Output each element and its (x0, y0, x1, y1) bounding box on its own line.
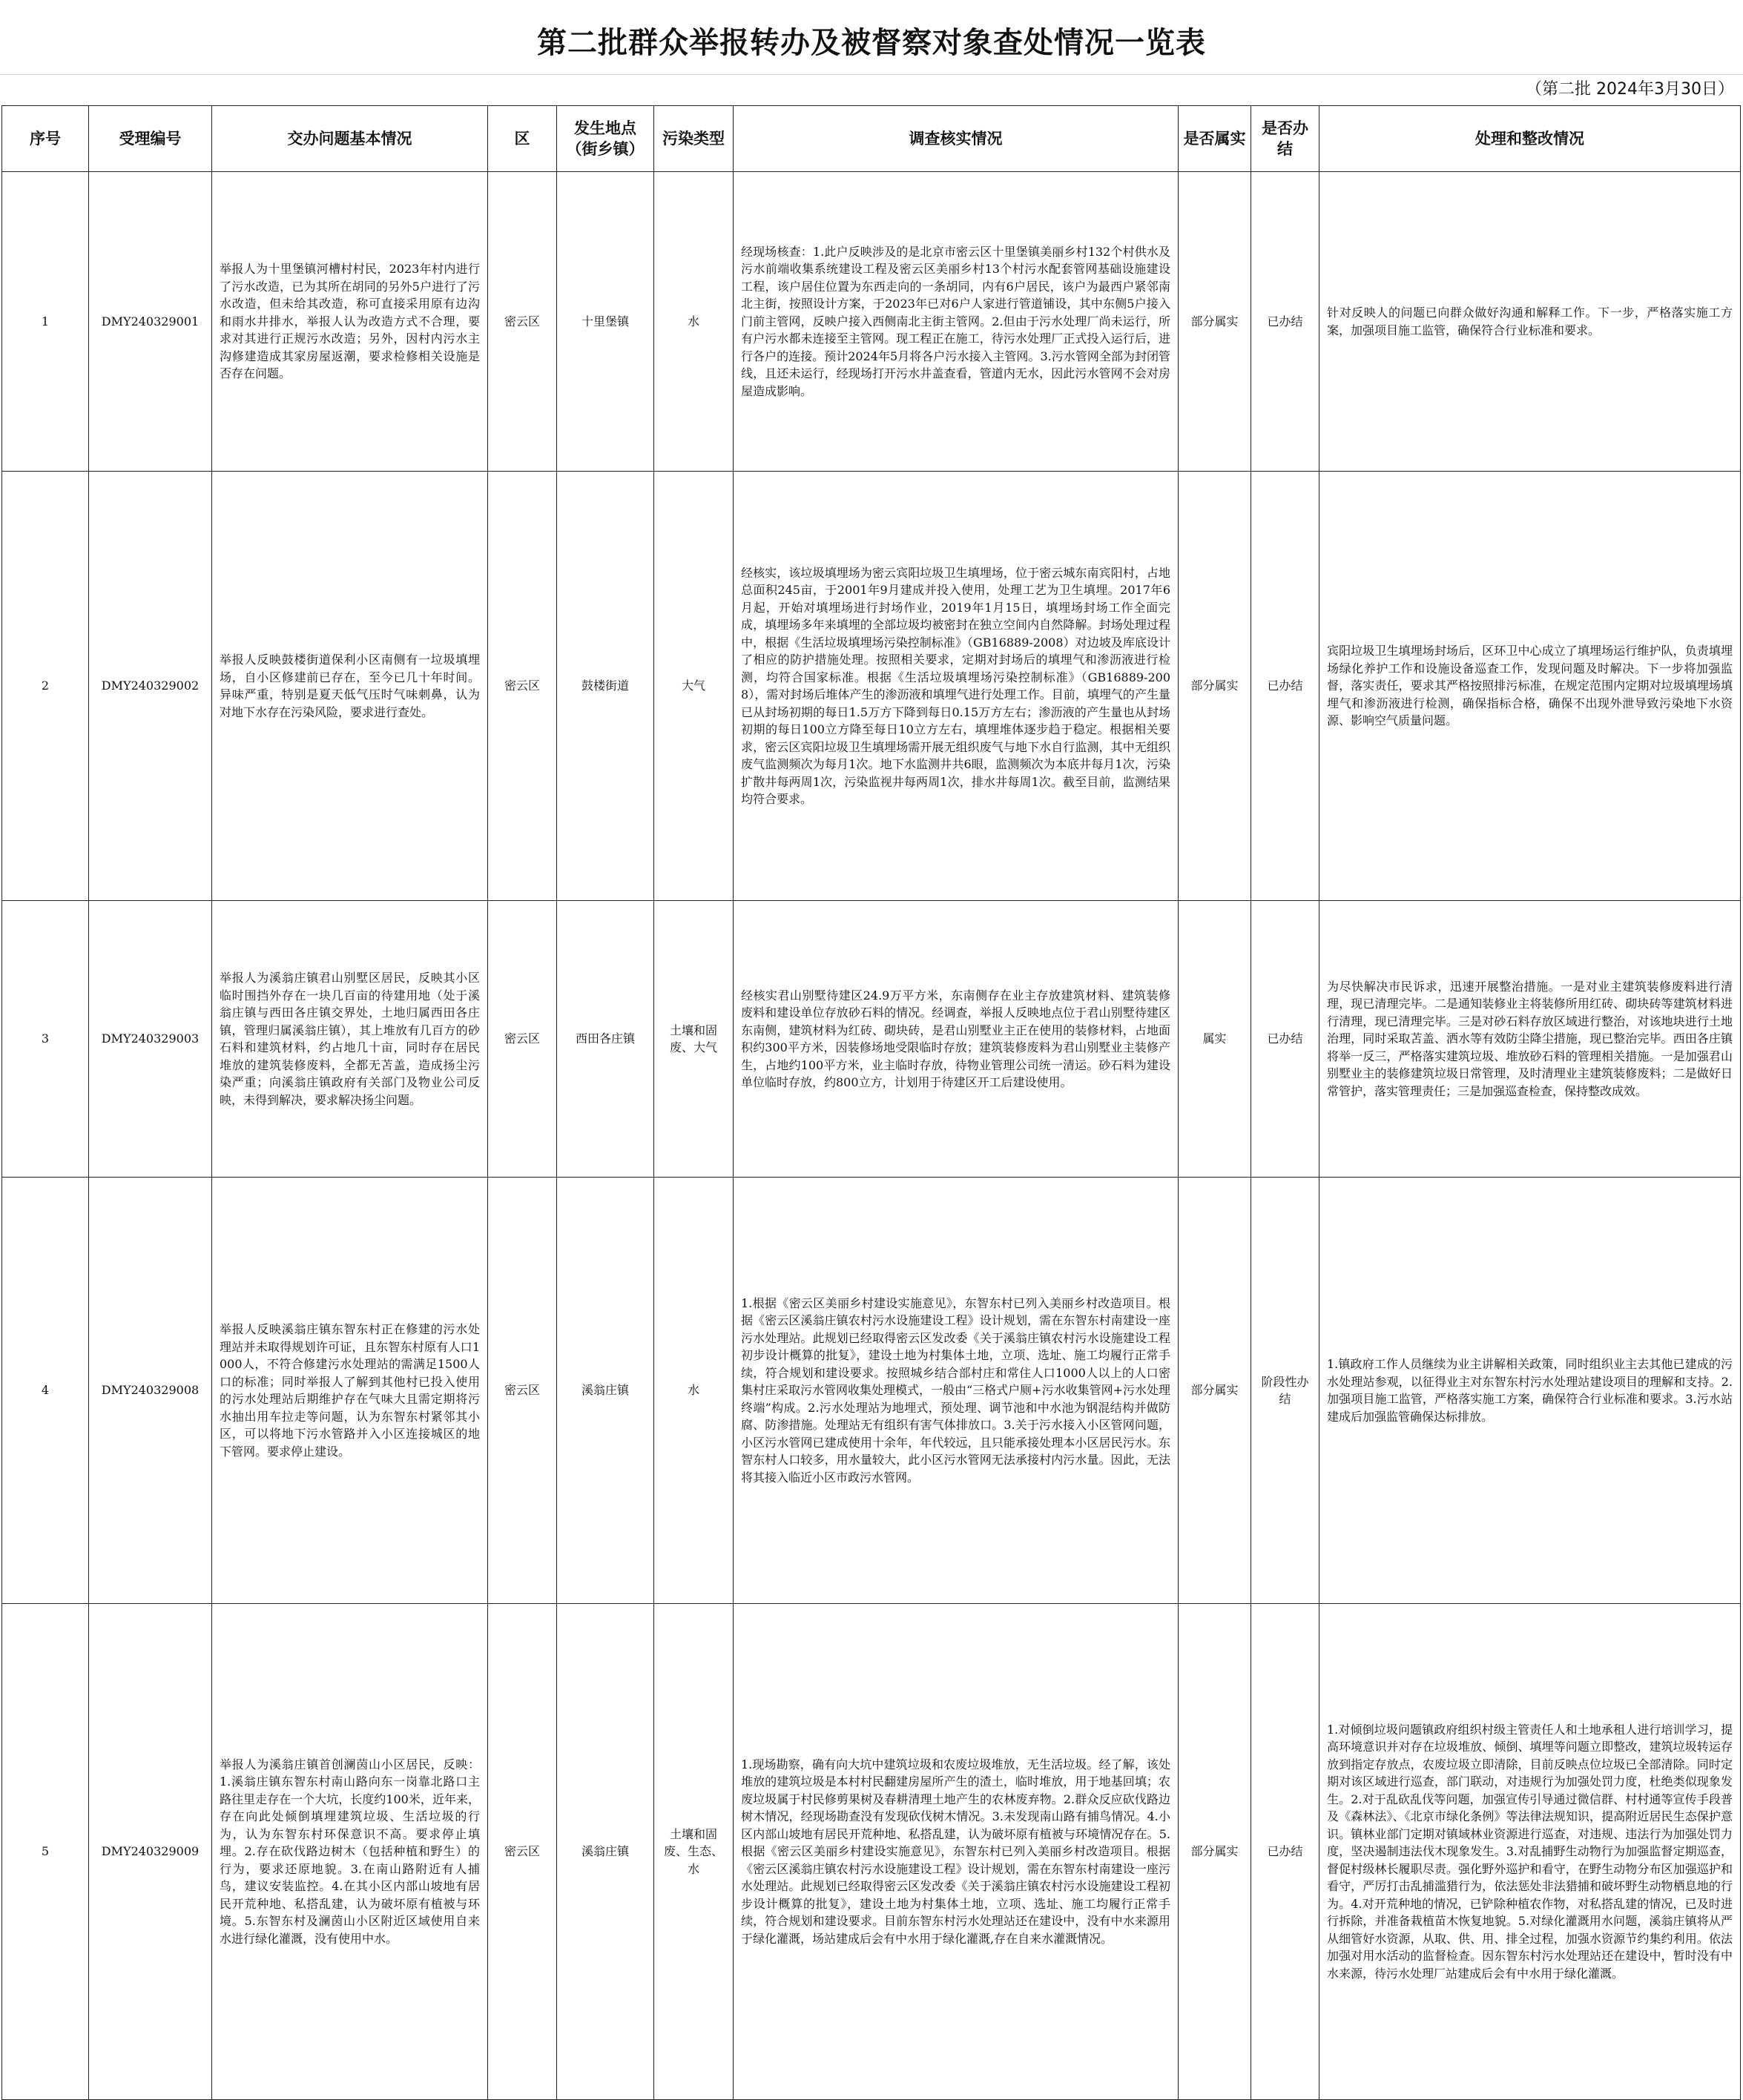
table-row (2, 1178, 1741, 1604)
row-district: 密云区 (488, 172, 557, 472)
title-divider (0, 74, 1743, 75)
row-investigation: 经现场核查：1.此户反映涉及的是北京市密云区十里堡镇美丽乡村132个村供水及污水前端收集系统建设工程及密云区美丽乡村13个村污水配套管网基础设施建设工程，该户居住位置为东西走向的一条胡同，内有6户居民，该户为最西户紧邻南北主街，按照设计方案，于2023年已对6户人家进行管道铺设，其中东侧5户接入门前主管网，反映户接入西侧南北主街主管网。2.但由于污水处理厂尚未运行，所有户污水都未连接至主管网。现工程正在施工，待污水处理厂正式投入运行后，进行各户的连接。预计2024年5月将各户污水接入主管网。3.污水管网全部为封闭管线，且还未运行，经现场打开污水井盖查看，管道内无水，因此污水管网不会对房屋造成影响。 (734, 172, 1179, 472)
row-issue: 举报人为十里堡镇河槽村村民，2023年村内进行了污水改造，已为其所在胡同的另外5户进行了污水改造，但未给其改造，称可直接采用原有边沟和雨水井排水，举报人认为改造方式不合理，要求对其进行正规污水改造；另外，因村内污水主沟修建造成其家房屋返潮，要求检修相关设施是否存在问题。 (212, 172, 488, 472)
row-issue: 举报人反映鼓楼街道保利小区南侧有一垃圾填埋场，自小区修建前已存在，至今已几十年时间。异味严重，特别是夏天低气压时气味刺鼻，认为对地下水存在污染风险，要求进行查处。 (212, 472, 488, 901)
row-code: DMY240329009 (89, 1604, 212, 2100)
header-pollution: 污染类型 (654, 106, 734, 172)
row-code: DMY240329003 (89, 901, 212, 1178)
report-table (1, 105, 1741, 2100)
table-row (2, 472, 1741, 901)
row-investigation: 经核实，该垃圾填埋场为密云宾阳垃圾卫生填埋场，位于密云城东南宾阳村，占地总面积245亩，于2001年9月建成并投入使用，处理工艺为卫生填埋。2017年6月起，开始对填埋场进行封场作业，2019年1月15日，填埋场封场工作全面完成，填埋场多年来填埋的全部垃圾均被密封在独立空间内自然降解。封场处理过程中，根据《生活垃圾填埋场污染控制标准》（GB16889-2008）对边坡及库底设计了相应的防护措施处理。按照相关要求，定期对封场后的填埋气和渗沥液进行检测，均符合国家标准。根据《生活垃圾填埋场污染控制标准》（GB16889-2008），需对封场后堆体产生的渗沥液和填埋气进行处理工作。目前，填埋气的产生量已从封场初期的每日1.5万方下降到每日0.15万方左右；渗沥液的产生量也从封场初期的每日100立方降至每日10立方左右，填埋堆体逐步趋于稳定。根据相关要求，密云区宾阳垃圾卫生填埋场需开展无组织废气与地下水自行监测，其中无组织废气监测频次为每月1次。地下水监测井共6眼，监测频次为本底井每月1次，污染扩散井每两周1次，污染监视井每两周1次，排水井每周1次。截至目前，监测结果均符合要求。 (734, 472, 1179, 901)
row-pollution: 土壤和固废、大气 (654, 901, 734, 1178)
row-location: 鼓楼街道 (557, 472, 654, 901)
row-handling: 1.镇政府工作人员继续为业主讲解相关政策，同时组织业主去其他已建成的污水处理站参观，以征得业主对东智东村污水处理站建设项目的理解和支持。2.加强项目施工监管，严格落实施工方案，确保符合行业标准和要求。3.污水站建成后加强监管确保达标排放。 (1319, 1178, 1741, 1604)
header-code: 受理编号 (89, 106, 212, 172)
row-district: 密云区 (488, 901, 557, 1178)
header-location: 发生地点（街乡镇） (557, 106, 654, 172)
row-done: 阶段性办结 (1251, 1178, 1319, 1604)
row-done: 已办结 (1251, 172, 1319, 472)
header-row (2, 106, 1741, 172)
row-code: DMY240329002 (89, 472, 212, 901)
row-investigation: 1.现场勘察，确有向大坑中建筑垃圾和农废垃圾堆放，无生活垃圾。经了解，该处堆放的建筑垃圾是本村村民翻建房屋所产生的渣土，临时堆放，用于地基回填；农废垃圾属于村民修剪果树及春耕清理土地产生的农林废弃物。2.群众反应砍伐路边树木情况，经现场勘查没有发现砍伐树木情况。3.未发现南山路有捕鸟情况。4.小区内部山坡地有居民开荒种地、私搭乱建，认为破坏原有植被与环境情况存在。5.根据《密云区美丽乡村建设实施意见》，东智东村已列入美丽乡村改造项目。根据《密云区溪翁庄镇农村污水设施建设工程》设计规划，需在东智东村南建设一座污水处理站。此规划已经取得密云区发改委《关于溪翁庄镇农村污水设施建设工程初步设计概算的批复》，建设土地为村集体土地，立项、选址、施工均履行正常手续，符合规划和建设要求。目前东智东村污水处理站还在建设中，没有中水来源用于绿化灌溉，场站建成后会有中水用于绿化灌溉,存在自来水灌溉情况。 (734, 1604, 1179, 2100)
row-location: 溪翁庄镇 (557, 1604, 654, 2100)
row-done: 已办结 (1251, 901, 1319, 1178)
row-no: 4 (2, 1178, 89, 1604)
row-handling: 1.对倾倒垃圾问题镇政府组织村级主管责任人和土地承租人进行培训学习，提高环境意识并对存在垃圾堆放、倾倒、填埋等问题立即整改，建筑垃圾转运存放到指定存放点，农废垃圾立即清除，目前反映点位垃圾已全部清除。同时定期对该区域进行巡查，部门联动，对违规行为加强处罚力度，杜绝类似现象发生。2.对于乱砍乱伐等问题，加强宣传引导通过微信群、村村通等宣传手段普及《森林法》、《北京市绿化条例》等法律法规知识，提高附近居民生态保护意识。镇林业部门定期对镇域林业资源进行巡查，对违规、违法行为加强处罚力度，坚决遏制违法伐木现象发生。3.对乱捕野生动物行为加强监督定期巡查，督促村级林长履职尽责。强化野外巡护和看守，在野生动物分布区加强巡护和看守，严厉打击乱捕滥猎行为，依法惩处非法猎捕和破坏野生动物栖息地的行为。4.对开荒种地的情况，已铲除种植农作物，对私搭乱建的情况，已及时进行拆除，并准备栽植苗木恢复地貌。5.对绿化灌溉用水问题，溪翁庄镇将从严从细管好水资源，从取、供、用、排全过程，加强水资源节约集约利用。依法加强对用水活动的监督检查。因东智东村污水处理站还在建设中，暂时没有中水来源，待污水处理厂站建成后会有中水用于绿化灌溉。 (1319, 1604, 1741, 2100)
table-row (2, 1604, 1741, 2100)
row-verified: 部分属实 (1179, 472, 1251, 901)
table-row (2, 172, 1741, 472)
row-location: 溪翁庄镇 (557, 1178, 654, 1604)
row-verified: 部分属实 (1179, 172, 1251, 472)
row-pollution: 大气 (654, 472, 734, 901)
row-district: 密云区 (488, 1604, 557, 2100)
row-location: 十里堡镇 (557, 172, 654, 472)
batch-note: （第二批 2024年3月30日） (1526, 80, 1734, 99)
row-pollution: 土壤和固废、生态、水 (654, 1604, 734, 2100)
page-title: 第二批群众举报转办及被督察对象查处情况一览表 (537, 24, 1206, 60)
row-no: 1 (2, 172, 89, 472)
header-district: 区 (488, 106, 557, 172)
header-verified: 是否属实 (1179, 106, 1251, 172)
row-no: 5 (2, 1604, 89, 2100)
row-investigation: 经核实君山别墅待建区24.9万平方米，东南侧存在业主存放建筑材料、建筑装修废料和建设单位存放砂石料的情况。经调查，举报人反映地点位于君山别墅待建区东南侧，建筑材料为红砖、砌块砖，是君山别墅业主正在使用的装修材料，占地面积约300平方米，因装修场地受限临时存放；建筑装修废料为君山别墅业主装修产生，占地约100平方米，业主临时存放，待物业管理公司统一清运。砂石料为建设单位临时存放，约800立方，计划用于待建区开工后建设使用。 (734, 901, 1179, 1178)
row-handling: 针对反映人的问题已向群众做好沟通和解释工作。下一步，严格落实施工方案，加强项目施工监管，确保符合行业标准和要求。 (1319, 172, 1741, 472)
row-handling: 为尽快解决市民诉求，迅速开展整治措施。一是对业主建筑装修废料进行清理，现已清理完毕。二是通知装修业主将装修所用红砖、砌块砖等建筑材料进行清理，现已清理完毕。三是对砂石料存放区域进行整治，对该地块进行土地治理，同时采取苫盖、洒水等有效防尘降尘措施，现已整治完毕。西田各庄镇将举一反三，严格落实建筑垃圾、堆放砂石料的管理相关措施。一是加强君山别墅业主的装修建筑垃圾日常管理，及时清理业主建筑装修废料；二是做好日常管护，落实管理责任；三是加强巡查检查，保持整改成效。 (1319, 901, 1741, 1178)
row-code: DMY240329001 (89, 172, 212, 472)
row-district: 密云区 (488, 472, 557, 901)
header-handling: 处理和整改情况 (1319, 106, 1741, 172)
table-row (2, 901, 1741, 1178)
row-code: DMY240329008 (89, 1178, 212, 1604)
header-done: 是否办结 (1251, 106, 1319, 172)
header-issue: 交办问题基本情况 (212, 106, 488, 172)
row-verified: 属实 (1179, 901, 1251, 1178)
row-issue: 举报人反映溪翁庄镇东智东村正在修建的污水处理站并未取得规划许可证，且东智东村原有人口1000人，不符合修建污水处理站的需满足1500人口的标准；同时举报人了解到其他村已投入使用的污水处理站后期维护存在气味大且需定期将污水抽出用车拉走等问题，认为东智东村紧邻其小区，可以将地下污水管路并入小区连接城区的地下管网。要求停止建设。 (212, 1178, 488, 1604)
row-pollution: 水 (654, 172, 734, 472)
row-investigation: 1.根据《密云区美丽乡村建设实施意见》，东智东村已列入美丽乡村改造项目。根据《密云区溪翁庄镇农村污水设施建设工程》设计规划，需在东智东村南建设一座污水处理站。此规划已经取得密云区发改委《关于溪翁庄镇农村污水设施建设工程初步设计概算的批复》，建设土地为村集体土地，立项、选址、施工均履行正常手续，符合规划和建设要求。按照城乡结合部村庄和常住人口1000人以上的人口密集村庄采取污水管网收集处理模式，一般由“三格式户厕+污水收集管网+污水处理终端”构成。2.污水处理站为地埋式，预处理、调节池和中水池为钢混结构并做防腐、防渗措施。处理站无有组织有害气体排放口。3.关于污水接入小区管网问题，小区污水管网已建成使用十余年，年代较远，且只能承接处理本小区居民污水。东智东村人口较多，用水量较大，此小区污水管网无法承接村内污水量。因此，无法将其接入临近小区市政污水管网。 (734, 1178, 1179, 1604)
row-no: 3 (2, 901, 89, 1178)
header-investigation: 调查核实情况 (734, 106, 1179, 172)
header-no: 序号 (2, 106, 89, 172)
row-no: 2 (2, 472, 89, 901)
row-pollution: 水 (654, 1178, 734, 1604)
row-verified: 部分属实 (1179, 1604, 1251, 2100)
row-handling: 宾阳垃圾卫生填埋场封场后，区环卫中心成立了填埋场运行维护队，负责填埋场绿化养护工作和设施设备巡查工作，发现问题及时解决。下一步将加强监督，落实责任，要求其严格按照排污标准，在规定范围内定期对垃圾填埋场填埋气和渗沥液进行检测，确保指标合格，确保不出现外泄导致污染地下水资源、影响空气质量问题。 (1319, 472, 1741, 901)
row-issue: 举报人为溪翁庄镇首创澜茵山小区居民，反映：1.溪翁庄镇东智东村南山路向东一岗靠北路口主路往里走存在一个大坑，长度约100米，近年来，存在向此处倾倒填埋建筑垃圾、生活垃圾的行为，认为东智东村环保意识不高。要求停止填埋。2.存在砍伐路边树木（包括种植和野生）的行为，要求还原地貌。3.在南山路附近有人捕鸟，建议安装监控。4.在其小区内部山坡地有居民开荒种地、私搭乱建，认为破坏原有植被与环境。5.东智东村及澜茵山小区附近区域使用自来水进行绿化灌溉，没有使用中水。 (212, 1604, 488, 2100)
row-verified: 部分属实 (1179, 1178, 1251, 1604)
row-issue: 举报人为溪翁庄镇君山别墅区居民，反映其小区临时围挡外存在一块几百亩的待建用地（处于溪翁庄镇与西田各庄镇交界处，土地归属西田各庄镇，管理归属溪翁庄镇），其上堆放有几百方的砂石料和建筑材料，约占地几十亩，同时存在居民堆放的建筑装修废料，全都无苫盖，造成扬尘污染严重；向溪翁庄镇政府有关部门及物业公司反映，未得到解决，要求解决扬尘问题。 (212, 901, 488, 1178)
row-done: 已办结 (1251, 1604, 1319, 2100)
row-district: 密云区 (488, 1178, 557, 1604)
row-done: 已办结 (1251, 472, 1319, 901)
row-location: 西田各庄镇 (557, 901, 654, 1178)
